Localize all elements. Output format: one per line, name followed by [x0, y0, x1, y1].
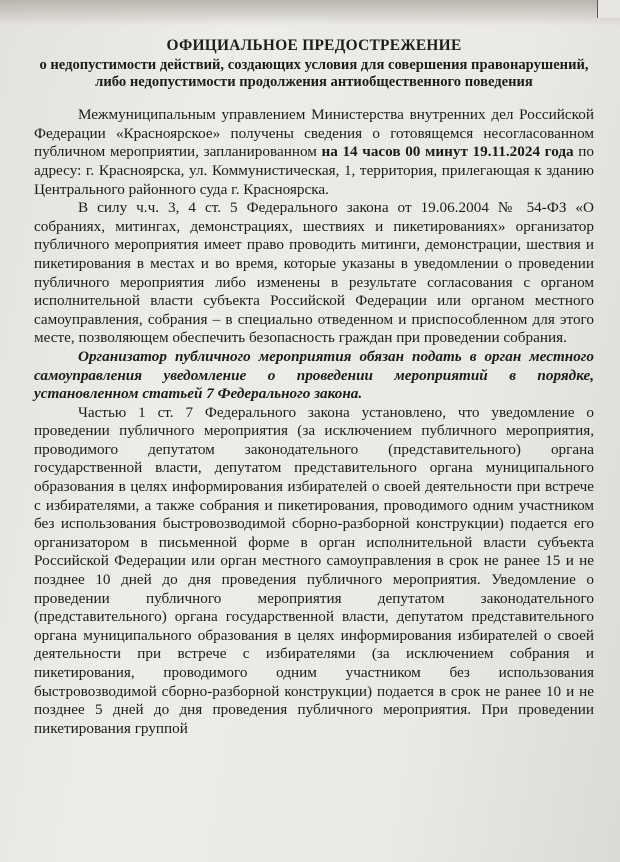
- paragraph-1-text-a: Межмуниципальным управлением Министерства внутренних дел Российской Федерации «Красноярское» получены сведения о готовящемся несогласованном публичном мероприятии, запланированном: [34, 106, 594, 161]
- paragraph-1: [34, 106, 594, 199]
- paragraph-2: В силу ч.ч. 3, 4 ст. 5 Федерального закона от 19.06.2004 № 54-ФЗ «О собраниях, митингах, демонстрациях, шествиях и пикетированиях» организатор публичного мероприятия имеет право проводить митинги, демонстрации, шествия и пикетирования в местах и во время, которые указаны в уведомлении о проведении публичного мероприятия либо изменены в результате согласования с органом исполнительной власти субъекта Российской Федерации или органом местного самоуправления, собрания – в специально отведенном и приспособленном для этого месте, позволяющем обеспечить безопасность граждан при проведении собрания.: [34, 199, 594, 347]
- document-title: ОФИЦИАЛЬНОЕ ПРЕДОСТРЕЖЕНИЕ: [166, 37, 462, 54]
- page-top-shadow: [0, 0, 620, 26]
- paragraph-3-emphasis: Организатор публичного мероприятия обязан подать в орган местного самоуправления уведомление о проведении мероприятий в порядке, установленном статьей 7 Федерального закона.: [34, 347, 594, 403]
- document-subtitle: о недопустимости действий, создающих условия для совершения правонарушений, либо недопустимости продолжения антиобщественного поведения: [39, 56, 589, 91]
- paragraph-4: Частью 1 ст. 7 Федерального закона установлено, что уведомление о проведении публичного мероприятия (за исключением публичного мероприятия, проводимого депутатом законодательного (представительного) органа государственной власти, депутатом представительного органа муниципального образования в целях информирования избирателей о своей деятельности при встрече с избирателями, а также собрания и пикетирования, проводимого одним участником без использования быстровозводимой сборно-разборной конструкции) подается его организатором в письменной форме в орган исполнительной власти субъекта Российской Федерации или орган местного самоуправления в срок не ранее 15 и не позднее 10 дней до дня проведения публичного мероприятия. Уведомление о проведении публичного мероприятия депутатом законодательного (представительного) органа государственной власти, депутатом представительного органа муниципального образования в целях информирования избирателей о своей деятельности при встрече с избирателями (за исключением собрания и пикетирования, проводимого одним участником без использования быстровозводимой сборно-разборной конструкции) подается в срок не ранее 10 и не позднее 5 дней до дня проведения публичного мероприятия. При проведении пикетирования группой: [34, 403, 594, 737]
- document-body: [34, 37, 594, 738]
- paragraph-1-text-b: по адресу: г. Красноярска, ул. Коммунистическая, 1, территория, прилегающая к зданию Центрального районного суда г. Красноярска.: [34, 143, 594, 198]
- page-corner-tab: [597, 0, 620, 18]
- paragraph-1-datetime: на 14 часов 00 минут 19.11.2024 года: [321, 143, 574, 161]
